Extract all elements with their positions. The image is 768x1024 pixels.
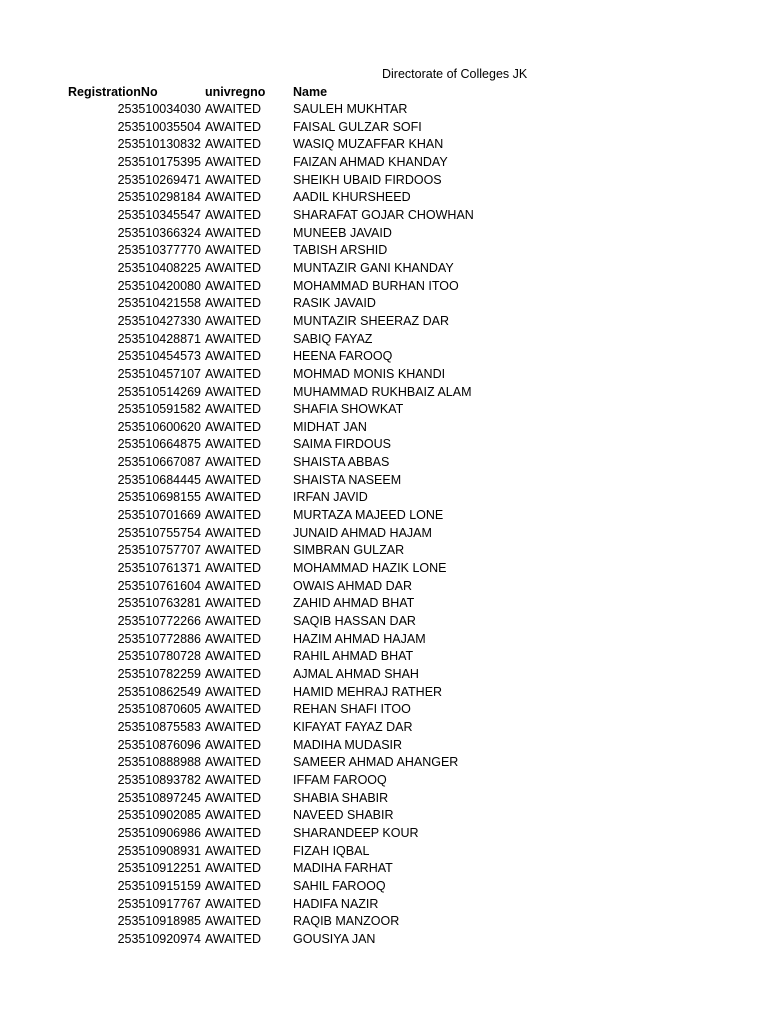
univregno-value: AWAITED: [205, 931, 262, 946]
univregno-value: AWAITED: [205, 349, 262, 364]
table-row: [0, 331, 768, 349]
table-row: [0, 684, 768, 702]
univregno-value: AWAITED: [205, 313, 262, 328]
student-name: FAISAL GULZAR SOFI: [293, 119, 422, 134]
student-name: MURTAZA MAJEED LONE: [293, 508, 444, 523]
student-name: SHARANDEEP KOUR: [293, 825, 419, 840]
registration-number: 253510906986: [117, 825, 201, 840]
univregno-value: AWAITED: [205, 772, 262, 787]
univregno-value: AWAITED: [205, 366, 262, 381]
student-name: NAVEED SHABIR: [293, 808, 394, 823]
registration-number: 253510917767: [117, 896, 201, 911]
univregno-value: AWAITED: [205, 119, 262, 134]
table-row: [0, 172, 768, 190]
univregno-value: AWAITED: [205, 861, 262, 876]
univregno-value: AWAITED: [205, 737, 262, 752]
univregno-value: AWAITED: [205, 419, 262, 434]
univregno-value: AWAITED: [205, 154, 262, 169]
registration-number: 253510698155: [117, 490, 201, 505]
table-row: [0, 719, 768, 737]
univregno-value: AWAITED: [205, 455, 262, 470]
table-row: [0, 366, 768, 384]
table-row: [0, 666, 768, 684]
univregno-value: AWAITED: [205, 508, 262, 523]
registration-number: 253510772266: [117, 614, 201, 629]
table-row: [0, 225, 768, 243]
univregno-value: AWAITED: [205, 808, 262, 823]
table-row: [0, 384, 768, 402]
table-row: [0, 507, 768, 525]
student-name: SAQIB HASSAN DAR: [293, 614, 416, 629]
registration-number: 253510862549: [117, 684, 201, 699]
student-name: TABISH ARSHID: [293, 243, 388, 258]
table-row: [0, 737, 768, 755]
table-row: [0, 578, 768, 596]
student-name: SHEIKH UBAID FIRDOOS: [293, 172, 442, 187]
table-row: [0, 931, 768, 949]
registration-number: 253510761604: [117, 578, 201, 593]
student-name: HADIFA NAZIR: [293, 896, 379, 911]
student-name: SHAISTA NASEEM: [293, 472, 402, 487]
student-name: MOHAMMAD BURHAN ITOO: [293, 278, 459, 293]
student-name: KIFAYAT FAYAZ DAR: [293, 719, 413, 734]
student-name: SAHIL FAROOQ: [293, 878, 386, 893]
registration-number: 253510876096: [117, 737, 201, 752]
registration-number: 253510035504: [117, 119, 201, 134]
table-row: [0, 401, 768, 419]
table-row: [0, 207, 768, 225]
student-name: WASIQ MUZAFFAR KHAN: [293, 137, 444, 152]
registration-number: 253510915159: [117, 878, 201, 893]
student-name: SAULEH MUKHTAR: [293, 102, 408, 116]
registration-number: 253510782259: [117, 667, 201, 681]
registration-number: 253510920974: [117, 931, 201, 946]
table-row: [0, 860, 768, 878]
table-row: [0, 807, 768, 825]
univregno-value: AWAITED: [205, 402, 262, 417]
registration-number: 253510421558: [117, 296, 201, 311]
univregno-value: AWAITED: [205, 755, 262, 770]
univregno-value: AWAITED: [205, 472, 262, 487]
student-name: REHAN SHAFI ITOO: [293, 702, 411, 717]
registration-number: 253510893782: [117, 772, 201, 787]
univregno-value: AWAITED: [205, 790, 262, 805]
registration-number: 253510908931: [117, 843, 201, 858]
table-body: [0, 101, 768, 949]
student-name: OWAIS AHMAD DAR: [293, 578, 412, 593]
student-name: IRFAN JAVID: [293, 490, 368, 505]
registration-number: 253510780728: [117, 649, 201, 664]
student-name: MOHMAD MONIS KHANDI: [293, 366, 446, 381]
registration-number: 253510130832: [117, 137, 201, 152]
univregno-value: AWAITED: [205, 331, 262, 346]
student-name: JUNAID AHMAD HAJAM: [293, 525, 432, 540]
univregno-value: AWAITED: [205, 172, 262, 187]
registration-number: 253510664875: [117, 437, 201, 452]
registration-number: 253510514269: [117, 384, 201, 399]
univregno-value: AWAITED: [205, 667, 262, 681]
univregno-value: AWAITED: [205, 702, 262, 717]
registration-number: 253510772886: [117, 631, 201, 646]
registration-number: 253510427330: [117, 313, 201, 328]
student-name: SIMBRAN GULZAR: [293, 543, 405, 558]
table-row: [0, 313, 768, 331]
table-row: [0, 525, 768, 543]
student-name: AADIL KHURSHEED: [293, 190, 411, 205]
univregno-value: AWAITED: [205, 260, 262, 275]
registration-number: 253510897245: [117, 790, 201, 805]
student-name: RASIK JAVAID: [293, 296, 376, 311]
table-row: [0, 101, 768, 119]
student-name: FIZAH IQBAL: [293, 843, 370, 858]
registration-number: 253510600620: [117, 419, 201, 434]
univregno-value: AWAITED: [205, 437, 262, 452]
univregno-value: AWAITED: [205, 278, 262, 293]
student-name: MUNTAZIR GANI KHANDAY: [293, 260, 454, 275]
registration-number: 253510345547: [117, 207, 201, 222]
table-row: [0, 242, 768, 260]
table-row: [0, 189, 768, 207]
table-row: [0, 754, 768, 772]
univregno-value: AWAITED: [205, 543, 262, 558]
column-header-registration: RegistrationNo: [68, 85, 158, 99]
table-row: [0, 136, 768, 154]
student-name: MOHAMMAD HAZIK LONE: [293, 561, 447, 576]
table-row: [0, 648, 768, 666]
registration-number: 253510408225: [117, 260, 201, 275]
univregno-value: AWAITED: [205, 137, 262, 152]
table-row: [0, 790, 768, 808]
univregno-value: AWAITED: [205, 561, 262, 576]
registration-number: 253510667087: [117, 455, 201, 470]
student-name: HEENA FAROOQ: [293, 349, 393, 364]
column-header-univregno: univregno: [205, 85, 266, 99]
table-row: [0, 419, 768, 437]
student-name: GOUSIYA JAN: [293, 931, 376, 946]
registration-number: 253510684445: [117, 472, 201, 487]
table-row: [0, 542, 768, 560]
registration-number: 253510298184: [117, 190, 201, 205]
table-row: [0, 701, 768, 719]
registration-number: 253510761371: [117, 561, 201, 576]
table-row: [0, 278, 768, 296]
registration-number: 253510757707: [117, 543, 201, 558]
registration-number: 253510034030: [117, 102, 201, 116]
registration-number: 253510918985: [117, 914, 201, 929]
univregno-value: AWAITED: [205, 614, 262, 629]
univregno-value: AWAITED: [205, 190, 262, 205]
student-name: FAIZAN AHMAD KHANDAY: [293, 154, 448, 169]
table-row: [0, 154, 768, 172]
table-row: [0, 825, 768, 843]
registration-number: 253510366324: [117, 225, 201, 240]
table-row: [0, 348, 768, 366]
student-name: MADIHA MUDASIR: [293, 737, 403, 752]
student-name: SAIMA FIRDOUS: [293, 437, 391, 452]
student-name: MIDHAT JAN: [293, 419, 367, 434]
registration-number: 253510701669: [117, 508, 201, 523]
table-row: [0, 772, 768, 790]
student-name: SABIQ FAYAZ: [293, 331, 373, 346]
student-name: SHAISTA ABBAS: [293, 455, 390, 470]
univregno-value: AWAITED: [205, 578, 262, 593]
registration-number: 253510457107: [117, 366, 201, 381]
univregno-value: AWAITED: [205, 878, 262, 893]
univregno-value: AWAITED: [205, 243, 262, 258]
registration-number: 253510755754: [117, 525, 201, 540]
student-name: AJMAL AHMAD SHAH: [293, 667, 419, 681]
univregno-value: AWAITED: [205, 207, 262, 222]
registration-number: 253510420080: [117, 278, 201, 293]
univregno-value: AWAITED: [205, 384, 262, 399]
univregno-value: AWAITED: [205, 296, 262, 311]
univregno-value: AWAITED: [205, 825, 262, 840]
registration-number: 253510888988: [117, 755, 201, 770]
univregno-value: AWAITED: [205, 896, 262, 911]
table-row: [0, 878, 768, 896]
table-row: [0, 472, 768, 490]
student-name: RAQIB MANZOOR: [293, 914, 400, 929]
student-name: IFFAM FAROOQ: [293, 772, 387, 787]
table-row: [0, 631, 768, 649]
student-name: SHARAFAT GOJAR CHOWHAN: [293, 207, 474, 222]
registration-number: 253510591582: [117, 402, 201, 417]
univregno-value: AWAITED: [205, 102, 262, 116]
registration-number: 253510269471: [117, 172, 201, 187]
table-row: [0, 896, 768, 914]
univregno-value: AWAITED: [205, 225, 262, 240]
student-name: SHAFIA SHOWKAT: [293, 402, 404, 417]
page-title: Directorate of Colleges JK: [382, 67, 528, 81]
univregno-value: AWAITED: [205, 490, 262, 505]
student-name: MADIHA FARHAT: [293, 861, 393, 876]
table-row: [0, 913, 768, 931]
student-name: HAZIM AHMAD HAJAM: [293, 631, 426, 646]
table-row: [0, 260, 768, 278]
registration-number: 253510763281: [117, 596, 201, 611]
univregno-value: AWAITED: [205, 631, 262, 646]
student-name: MUNTAZIR SHEERAZ DAR: [293, 313, 450, 328]
registration-number: 253510175395: [117, 154, 201, 169]
column-header-name: Name: [293, 85, 328, 99]
table-header: [0, 84, 768, 101]
table-row: [0, 454, 768, 472]
table-row: [0, 295, 768, 313]
registration-number: 253510875583: [117, 719, 201, 734]
univregno-value: AWAITED: [205, 684, 262, 699]
table-row: [0, 843, 768, 861]
table-row: [0, 119, 768, 137]
univregno-value: AWAITED: [205, 719, 262, 734]
student-name: MUNEEB JAVAID: [293, 225, 392, 240]
student-name: RAHIL AHMAD BHAT: [293, 649, 414, 664]
registration-number: 253510912251: [117, 861, 201, 876]
univregno-value: AWAITED: [205, 914, 262, 929]
table-row: [0, 489, 768, 507]
registration-number: 253510454573: [117, 349, 201, 364]
table-row: [0, 436, 768, 454]
univregno-value: AWAITED: [205, 596, 262, 611]
student-name: ZAHID AHMAD BHAT: [293, 596, 415, 611]
univregno-value: AWAITED: [205, 843, 262, 858]
univregno-value: AWAITED: [205, 525, 262, 540]
table-row: [0, 560, 768, 578]
registration-number: 253510428871: [117, 331, 201, 346]
registration-number: 253510902085: [117, 808, 201, 823]
student-name: SHABIA SHABIR: [293, 790, 389, 805]
table-row: [0, 595, 768, 613]
univregno-value: AWAITED: [205, 649, 262, 664]
table-row: [0, 613, 768, 631]
registration-number: 253510377770: [117, 243, 201, 258]
registration-number: 253510870605: [117, 702, 201, 717]
student-name: SAMEER AHMAD AHANGER: [293, 755, 459, 770]
student-name: MUHAMMAD RUKHBAIZ ALAM: [293, 384, 472, 399]
student-name: HAMID MEHRAJ RATHER: [293, 684, 443, 699]
